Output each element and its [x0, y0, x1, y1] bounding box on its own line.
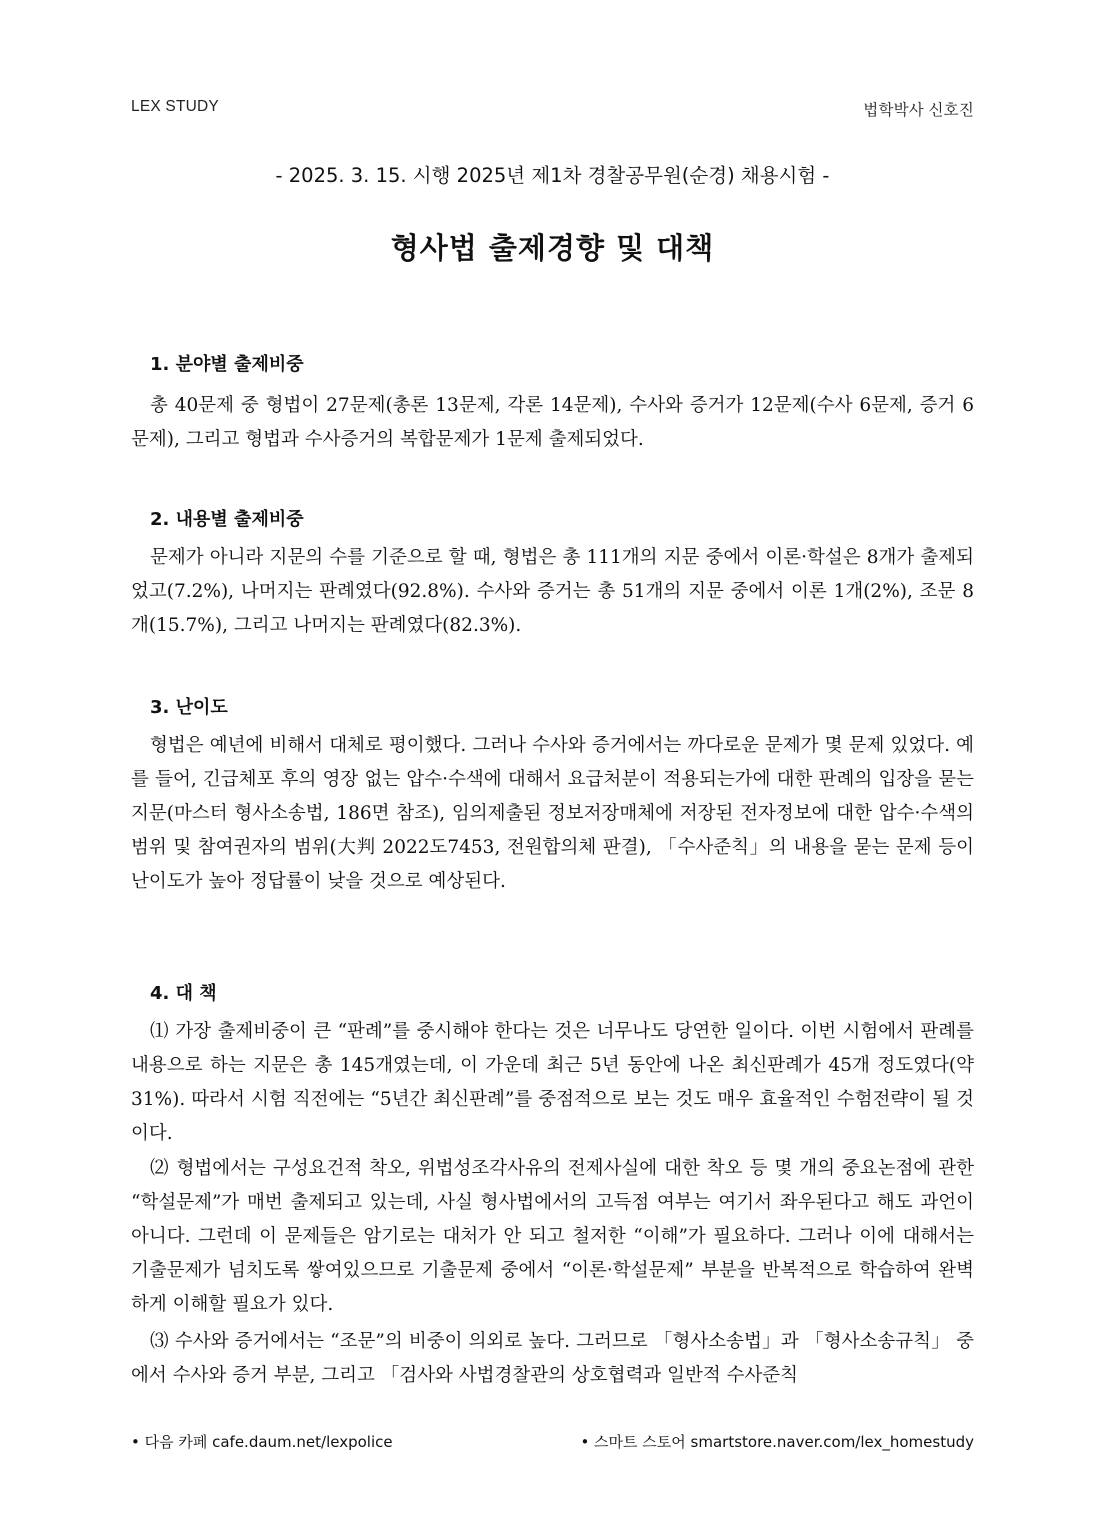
- section-4-paragraph-1: ⑴ 가장 출제비중이 큰 “판례”를 중시해야 한다는 것은 너무나도 당연한 일이다. 이번 시험에서 판례를 내용으로 하는 지문은 총 145개였는데, 이 가운데 최근 5년 동안에 나온 최신판례가 45개 정도였다(약 31%). 따라서 시험 직전에는 “5년간 최신판례”를 중점적으로 보는 것도 매우 효율적인 수험전략이 될 것이다.: [131, 1021, 974, 1144]
- section-3-paragraph: 형법은 예년에 비해서 대체로 평이했다. 그러나 수사와 증거에서는 까다로운 문제가 몇 문제 있었다. 예를 들어, 긴급체포 후의 영장 없는 압수·수색에 대해서 요급처분이 적용되는가에 대한 판례의 입장을 묻는 지문(마스터 형사소송법, 186면 참조), 임의제출된 정보저장매체에 저장된 전자정보에 대한 압수·수색의 범위 및 참여권자의 범위(大判 2022도7453, 전원합의체 판결), 「수사준칙」의 내용을 묻는 문제 등이 난이도가 높아 정답률이 낮을 것으로 예상된다.: [131, 735, 974, 892]
- section-1-paragraph: 총 40문제 중 형법이 27문제(총론 13문제, 각론 14문제), 수사와 증거가 12문제(수사 6문제, 증거 6문제), 그리고 형법과 수사증거의 복합문제가 1문제 출제되었다.: [131, 395, 974, 450]
- exam-subtitle: - 2025. 3. 15. 시행 2025년 제1차 경찰공무원(순경) 채용시험 -: [275, 164, 830, 187]
- section-2-paragraph: 문제가 아니라 지문의 수를 기준으로 할 때, 형법은 총 111개의 지문 중에서 이론·학설은 8개가 출제되었고(7.2%), 나머지는 판례였다(92.8%). 수사와 증거는 총 51개의 지문 중에서 이론 1개(2%), 조문 8개(15.7%), 그리고 나머지는 판례였다(82.3%).: [131, 547, 974, 636]
- footer-store-link: • 스마트 스토어 smartstore.naver.com/lex_homestudy: [580, 1433, 974, 1451]
- header-right-author: 법학박사 신호진: [863, 102, 974, 119]
- section-4-heading: 4. 대 책: [150, 983, 217, 1004]
- section-4-paragraph-3: ⑶ 수사와 증거에서는 “조문”의 비중이 의외로 높다. 그러므로 「형사소송법」과 「형사소송규칙」 중에서 수사와 증거 부분, 그리고 「검사와 사법경찰관의 상호협력과 일반적 수사준칙: [131, 1331, 974, 1386]
- section-3-heading: 3. 난이도: [150, 697, 228, 718]
- page-title: 형사법 출제경향 및 대책: [390, 231, 715, 265]
- section-4-paragraph-2: ⑵ 형법에서는 구성요건적 착오, 위법성조각사유의 전제사실에 대한 착오 등 몇 개의 중요논점에 관한 “학설문제”가 매번 출제되고 있는데, 사실 형사법에서의 고득점 여부는 여기서 좌우된다고 해도 과언이 아니다. 그런데 이 문제들은 암기로는 대처가 안 되고 철저한 “이해”가 필요하다. 그러나 이에 대해서는 기출문제가 넘치도록 쌓여있으므로 기출문제 중에서 “이론·학설문제” 부분을 반복적으로 학습하여 완벽하게 이해할 필요가 있다.: [131, 1158, 974, 1315]
- section-1-heading: 1. 분야별 출제비중: [150, 354, 304, 375]
- footer-cafe-link: • 다음 카페 cafe.daum.net/lexpolice: [131, 1433, 393, 1451]
- header-left: LEX STUDY: [131, 98, 219, 115]
- section-2-heading: 2. 내용별 출제비중: [150, 509, 304, 530]
